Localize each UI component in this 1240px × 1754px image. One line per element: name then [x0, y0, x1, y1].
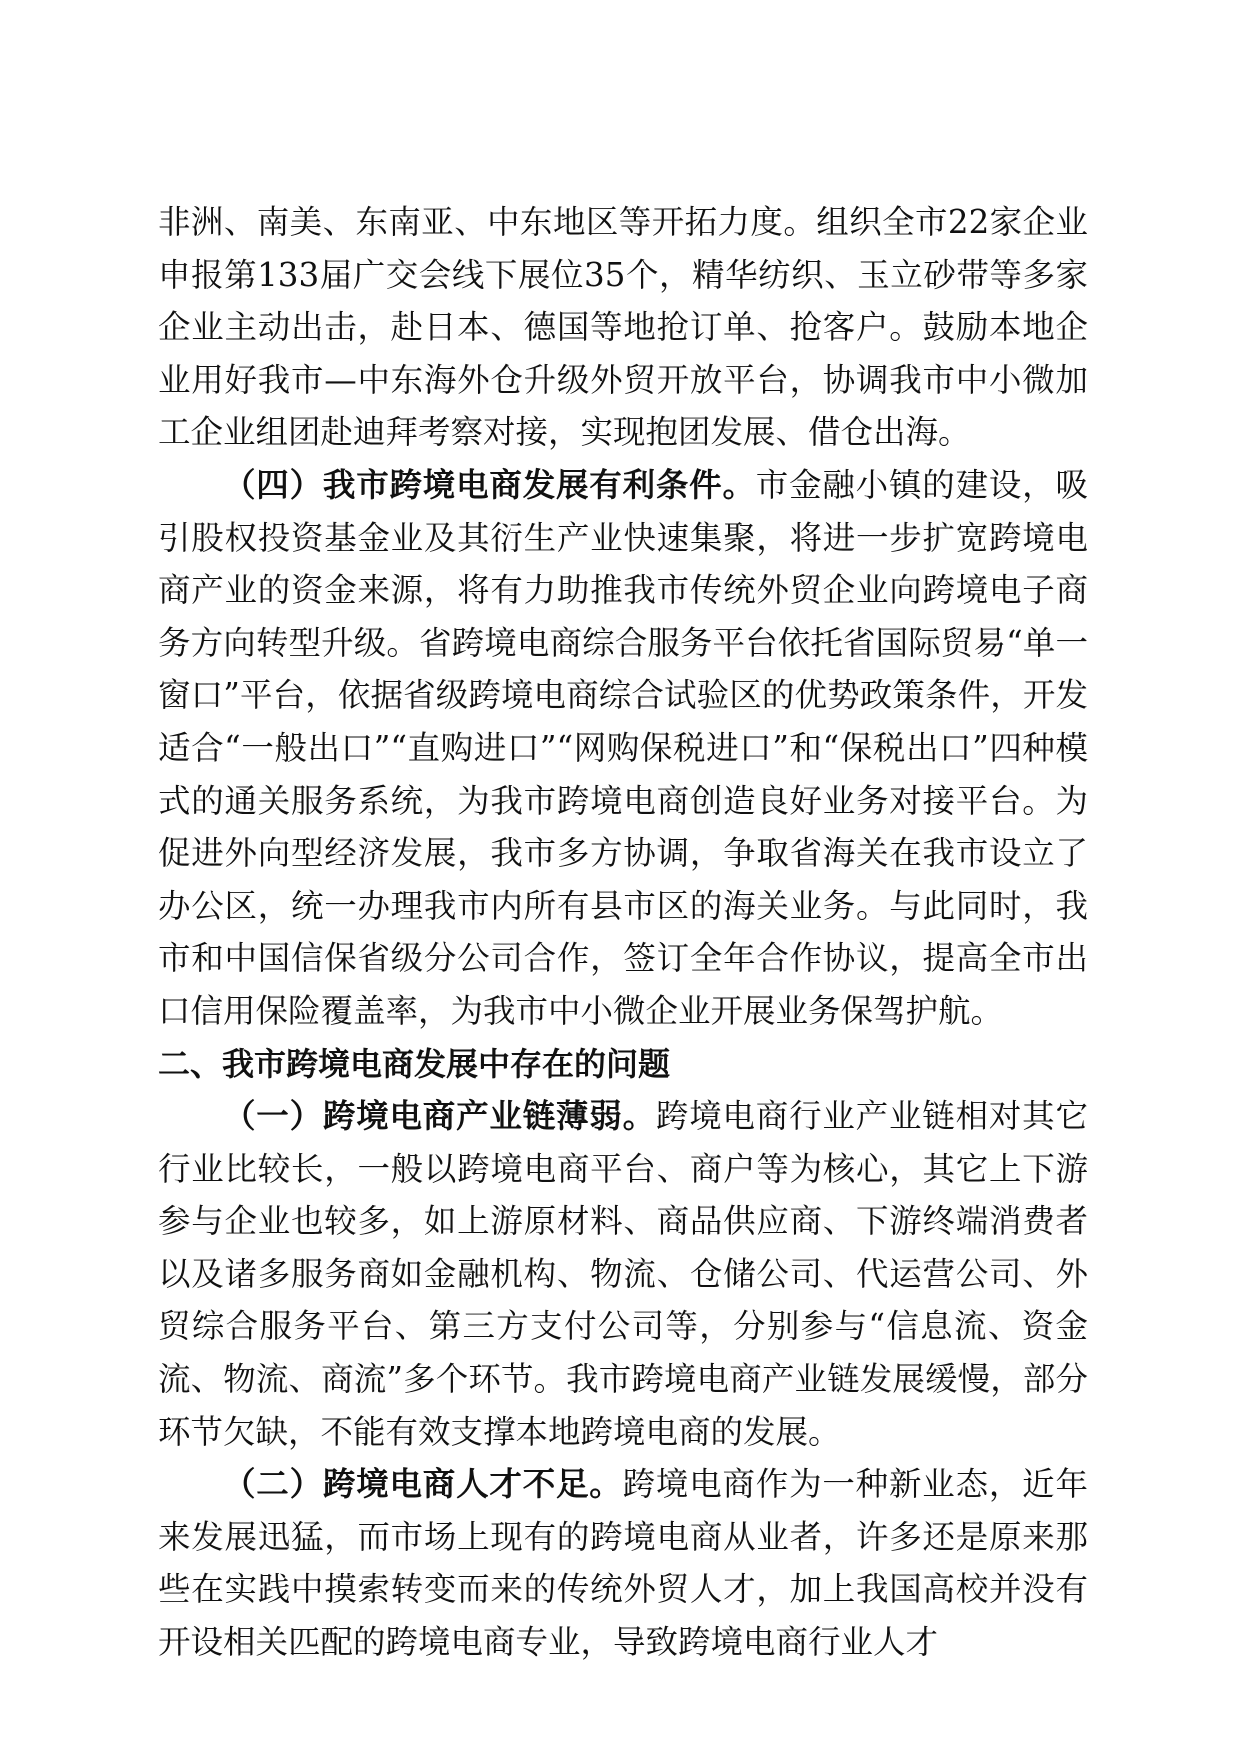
continuation-paragraph: 非洲、南美、东南亚、中东地区等开拓力度。组织全市22家企业申报第133届广交会线下展位35个，精华纺织、玉立砂带等多家企业主动出击，赴日本、德国等地抢订单、抢客户。鼓励本地企业用好我市—中东海外仓升级外贸开放平台，协调我市中小微加工企业组团赴迪拜考察对接，实现抱团发展、借仓出海。: [158, 203, 1088, 452]
problem-2-body: 跨境电商作为一种新业态，近年来发展迅猛，而市场上现有的跨境电商从业者，许多还是原来那些在实践中摸索转变而来的传统外贸人才，加上我国高校并没有开设相关匹配的跨境电商专业，导致跨境电商行业人才: [158, 1465, 1088, 1662]
subsection-4-paragraph: [158, 459, 1088, 1038]
problem-2-paragraph: [158, 1458, 1088, 1668]
problem-1-paragraph: [158, 1090, 1088, 1458]
subsection-4-body: 市金融小镇的建设，吸引股权投资基金业及其衍生产业快速集聚，将进一步扩宽跨境电商产业的资金来源，将有力助推我市传统外贸企业向跨境电子商务方向转型升级。省跨境电商综合服务平台依托省国际贸易“单一窗口”平台，依据省级跨境电商综合试验区的优势政策条件，开发适合“一般出口”“直购进口”“网购保税进口”和“保税出口”四种模式的通关服务系统，为我市跨境电商创造良好业务对接平台。为促进外向型经济发展，我市多方协调，争取省海关在我市设立了办公区，统一办理我市内所有县市区的海关业务。与此同时，我市和中国信保省级分公司合作，签订全年合作协议，提高全市出口信用保险覆盖率，为我市中小微企业开展业务保驾护航。: [158, 465, 1088, 1030]
problem-1-body: 跨境电商行业产业链相对其它行业比较长，一般以跨境电商平台、商户等为核心，其它上下游参与企业也较多，如上游原材料、商品供应商、下游终端消费者以及诸多服务商如金融机构、物流、仓储公司、代运营公司、外贸综合服务平台、第三方支付公司等，分别参与“信息流、资金流、物流、商流”多个环节。我市跨境电商产业链发展缓慢，部分环节欠缺，不能有效支撑本地跨境电商的发展。: [158, 1097, 1088, 1451]
document-body: [158, 196, 1088, 1669]
problem-2-lead: （二）跨境电商人才不足。: [223, 1464, 623, 1504]
problem-1-lead: （一）跨境电商产业链薄弱。: [223, 1096, 656, 1136]
section-2-heading: 二、我市跨境电商发展中存在的问题: [158, 1044, 671, 1083]
subsection-4-lead: （四）我市跨境电商发展有利条件。: [223, 464, 756, 504]
